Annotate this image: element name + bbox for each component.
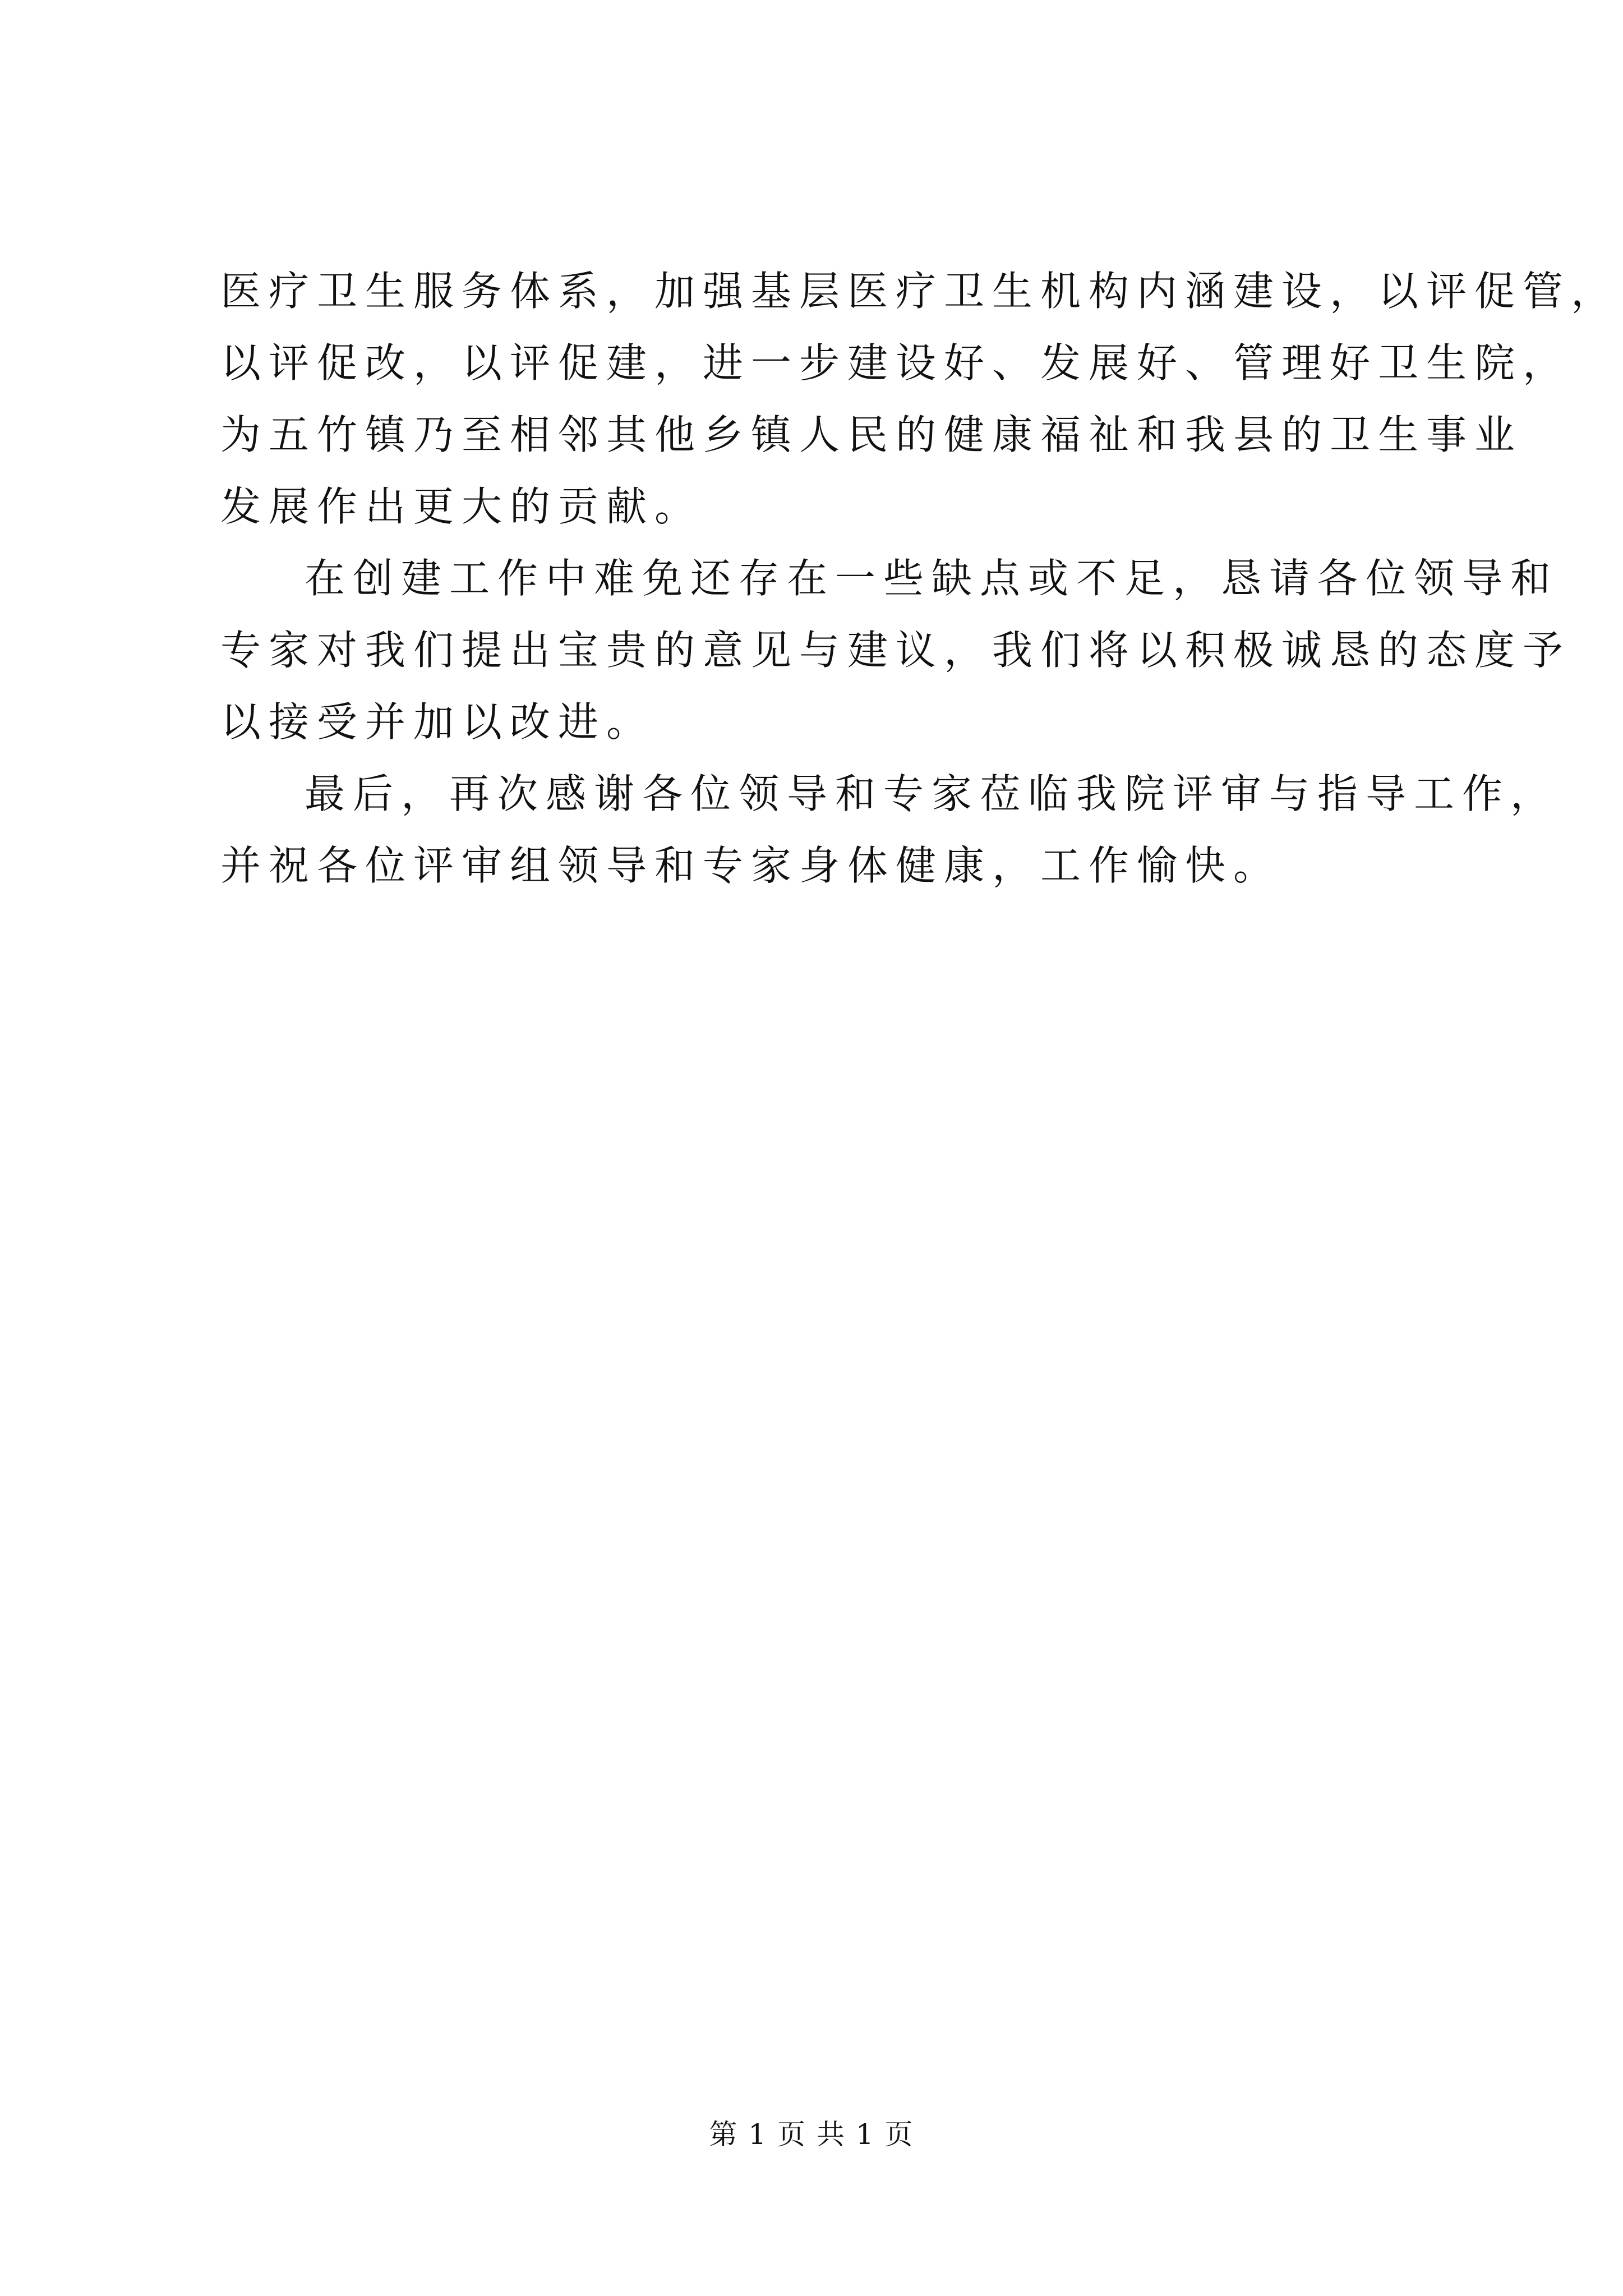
page-number-footer: 第 1 页 共 1 页	[709, 2118, 914, 2151]
text-line: 发展作出更大的贡献。	[220, 483, 703, 530]
text-line: 专家对我们提出宝贵的意见与建议，我们将以积极诚恳的态度予	[220, 627, 1571, 674]
paragraph-start-line: 最后，再次感谢各位领导和专家莅临我院评审与指导工作，	[305, 770, 1559, 817]
text-line: 医疗卫生服务体系，加强基层医疗卫生机构内涵建设，以评促管，	[220, 268, 1620, 315]
paragraph-start-line: 在创建工作中难免还存在一些缺点或不足，恳请各位领导和	[305, 555, 1559, 602]
text-line: 为五竹镇乃至相邻其他乡镇人民的健康福祉和我县的卫生事业	[220, 411, 1523, 458]
text-line: 并祝各位评审组领导和专家身体健康，工作愉快。	[220, 842, 1282, 889]
text-line: 以接受并加以改进。	[220, 698, 655, 746]
body-text	[220, 255, 1620, 901]
text-line: 以评促改，以评促建，进一步建设好、发展好、管理好卫生院，	[220, 339, 1571, 386]
